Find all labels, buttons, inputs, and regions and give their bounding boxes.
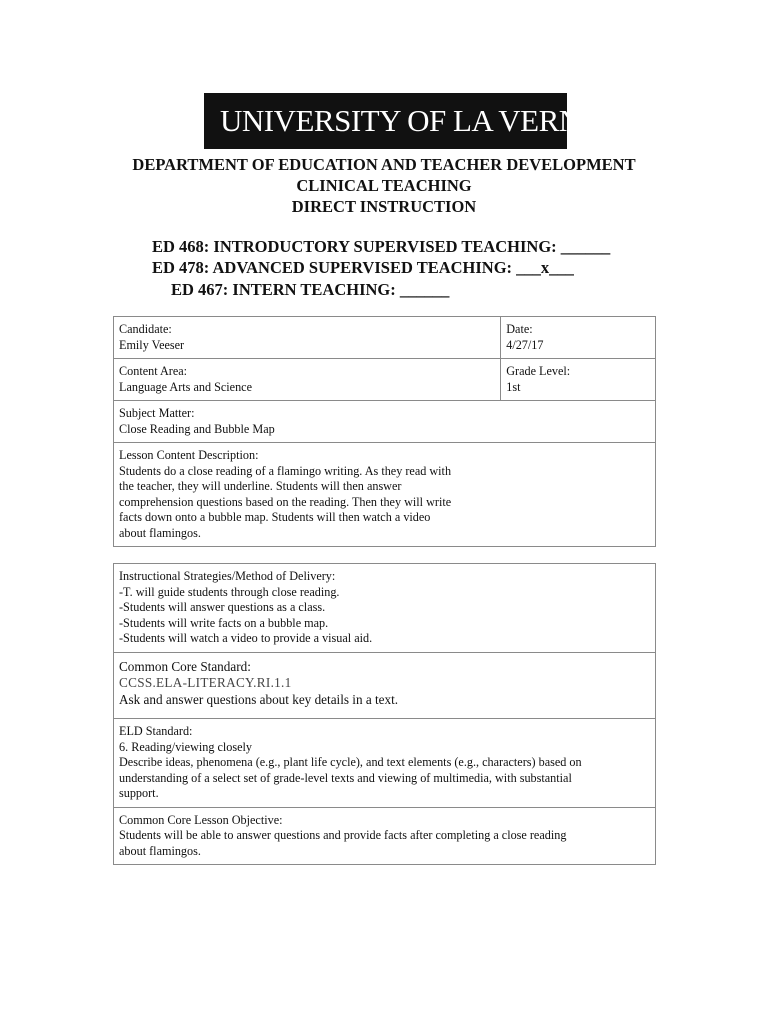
table-row xyxy=(114,359,656,401)
university-logo xyxy=(204,93,600,149)
subject-matter-value: Close Reading and Bubble Map xyxy=(119,421,275,436)
table-row xyxy=(114,564,656,653)
strategies-line: -Students will watch a video to provide a visual aid. xyxy=(119,631,373,645)
strategies-label: Instructional Strategies/Method of Delivery: xyxy=(119,569,336,583)
table-row xyxy=(114,807,656,865)
strategies-line: -Students will write facts on a bubble map. xyxy=(119,615,329,630)
lesson-description-line: Students do a close reading of a flamingo writing. As they read with xyxy=(119,463,452,478)
content-area-label: Content Area: xyxy=(119,364,188,378)
lesson-objective-label: Common Core Lesson Objective: xyxy=(119,812,283,827)
eld-standard-line: Describe ideas, phenomena (e.g., plant life cycle), and text elements (e.g., characters) based on xyxy=(119,755,582,769)
common-core-standard-text: Ask and answer questions about key details in a text. xyxy=(119,691,399,707)
lesson-description-cell xyxy=(114,443,656,547)
subject-matter-cell xyxy=(114,401,656,443)
grade-level-label: Grade Level: xyxy=(506,364,571,378)
date-value: 4/27/17 xyxy=(506,337,544,352)
direct-instruction-heading: DIRECT INSTRUCTION xyxy=(291,197,477,216)
eld-standard-line: understanding of a select set of grade-level texts and viewing of multimedia, with substantial xyxy=(119,770,572,785)
date-cell xyxy=(501,317,656,359)
subject-matter-label: Subject Matter: xyxy=(119,406,195,420)
lesson-description-line: about flamingos. xyxy=(119,525,201,540)
eld-standard-label: ELD Standard: xyxy=(119,724,193,738)
strategies-cell xyxy=(114,564,656,653)
course-ed468: ED 468: INTRODUCTORY SUPERVISED TEACHING: ______ xyxy=(152,237,611,256)
course-ed478: ED 478: ADVANCED SUPERVISED TEACHING: ___x___ xyxy=(152,258,574,277)
common-core-standard-label: Common Core Standard: xyxy=(119,659,251,674)
content-area-value: Language Arts and Science xyxy=(119,379,252,394)
eld-standard-line: 6. Reading/viewing closely xyxy=(119,739,253,754)
grade-level-value: 1st xyxy=(506,379,521,394)
common-core-standard-cell xyxy=(114,653,656,719)
instruction-details-table xyxy=(113,563,656,865)
table-row xyxy=(114,401,656,443)
lesson-description-label: Lesson Content Description: xyxy=(119,448,259,462)
candidate-label: Candidate: xyxy=(119,322,172,336)
lesson-objective-line: Students will be able to answer questions and provide facts after completing a close reading xyxy=(119,828,567,842)
logo-wordmark: UNIVERSITY OF LA VERNE xyxy=(220,103,600,138)
table-row xyxy=(114,317,656,359)
common-core-standard-code: CCSS.ELA-LITERACY.RI.1.1 xyxy=(119,675,292,690)
table-row xyxy=(114,653,656,719)
candidate-cell xyxy=(114,317,501,359)
course-ed467: ED 467: INTERN TEACHING: ______ xyxy=(171,280,450,299)
clinical-teaching-heading: CLINICAL TEACHING xyxy=(296,176,472,195)
candidate-value: Emily Veeser xyxy=(119,337,185,352)
strategies-line: -T. will guide students through close reading. xyxy=(119,584,340,599)
table-row xyxy=(114,443,656,547)
lesson-description-line: comprehension questions based on the reading. Then they will write xyxy=(119,494,452,509)
date-label: Date: xyxy=(506,322,533,336)
lesson-info-table xyxy=(113,316,656,547)
grade-level-cell xyxy=(501,359,656,401)
lesson-objective-line: about flamingos. xyxy=(119,843,201,858)
eld-standard-cell xyxy=(114,719,656,808)
department-heading: DEPARTMENT OF EDUCATION AND TEACHER DEVELOPMENT xyxy=(132,155,636,174)
content-area-cell xyxy=(114,359,501,401)
lesson-description-line: the teacher, they will underline. Students will then answer xyxy=(119,479,402,493)
strategies-line: -Students will answer questions as a class. xyxy=(119,600,326,614)
lesson-description-line: facts down onto a bubble map. Students will then watch a video xyxy=(119,510,431,524)
table-row xyxy=(114,719,656,808)
lesson-objective-cell xyxy=(114,807,656,865)
eld-standard-line: support. xyxy=(119,786,159,800)
